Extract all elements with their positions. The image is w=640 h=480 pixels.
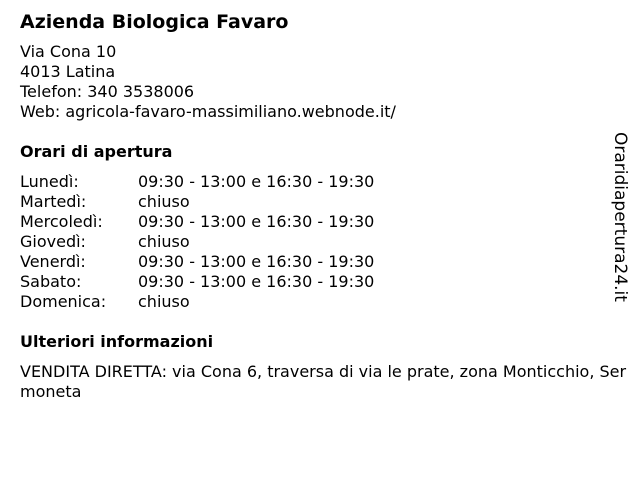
day-label: Lunedì:: [20, 172, 79, 191]
day-times: 09:30 - 13:00 e 16:30 - 19:30: [138, 212, 375, 231]
day-times: 09:30 - 13:00 e 16:30 - 19:30: [138, 172, 375, 191]
opening-hours-table: [20, 172, 632, 312]
day-times: chiuso: [138, 232, 190, 251]
additional-info-title: Ulteriori informazioni: [20, 332, 214, 351]
day-times: 09:30 - 13:00 e 16:30 - 19:30: [138, 272, 375, 291]
day-times: chiuso: [138, 192, 190, 211]
day-times: 09:30 - 13:00 e 16:30 - 19:30: [138, 252, 375, 271]
hours-row-thursday: [20, 232, 632, 252]
hours-row-monday: [20, 172, 632, 192]
day-label: Giovedì:: [20, 232, 86, 251]
day-label: Domenica:: [20, 292, 107, 311]
site-watermark: [600, 132, 640, 312]
hours-row-friday: [20, 252, 632, 272]
opening-hours-title: Orari di apertura: [20, 142, 173, 161]
day-label: Sabato:: [20, 272, 82, 291]
hours-row-sunday: [20, 292, 632, 312]
address-city: 4013 Latina: [20, 62, 116, 81]
watermark-text: Oraridiapertura24.it: [610, 132, 630, 302]
day-label: Venerdì:: [20, 252, 86, 271]
additional-info-text: VENDITA DIRETTA: via Cona 6, traversa di via le prate, zona Monticchio, Sermoneta: [20, 362, 627, 401]
hours-row-saturday: [20, 272, 632, 292]
business-card: [20, 10, 632, 402]
website: Web: agricola-favaro-massimiliano.webnode.it/: [20, 102, 396, 121]
day-label: Martedì:: [20, 192, 87, 211]
day-label: Mercoledì:: [20, 212, 103, 231]
hours-row-wednesday: [20, 212, 632, 232]
phone-number: Telefon: 340 3538006: [20, 82, 195, 101]
hours-row-tuesday: [20, 192, 632, 212]
address-street: Via Cona 10: [20, 42, 117, 61]
business-name: Azienda Biologica Favaro: [20, 11, 289, 33]
day-times: chiuso: [138, 292, 190, 311]
